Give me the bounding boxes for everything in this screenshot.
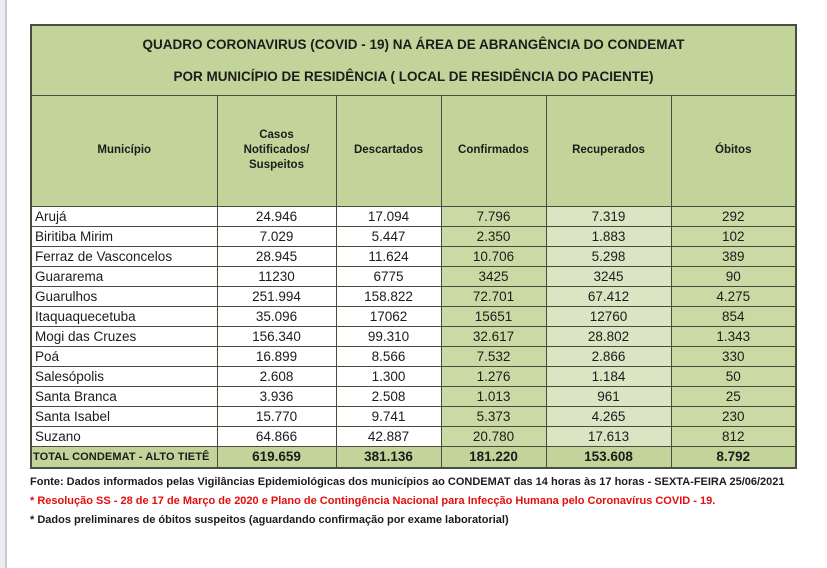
title-row — [31, 25, 796, 95]
municipality-cell: Santa Branca — [31, 386, 217, 406]
table-title — [31, 25, 796, 95]
condemat-covid-table — [30, 24, 797, 469]
confirmed-cell: 15651 — [441, 306, 546, 326]
recovered-cell: 5.298 — [546, 246, 671, 266]
notified-cases-cell: 156.340 — [217, 326, 336, 346]
municipality-cell: Guarulhos — [31, 286, 217, 306]
table-row — [31, 406, 796, 426]
deaths-cell: 330 — [671, 346, 796, 366]
municipality-cell: Santa Isabel — [31, 406, 217, 426]
discarded-cell: 99.310 — [336, 326, 441, 346]
discarded-cell: 17.094 — [336, 206, 441, 226]
total-label: TOTAL CONDEMAT - ALTO TIETÊ — [31, 446, 217, 468]
table-row — [31, 246, 796, 266]
notified-cases-cell: 64.866 — [217, 426, 336, 446]
recovered-cell: 1.184 — [546, 366, 671, 386]
col-header-municipio: Município — [31, 95, 217, 206]
recovered-cell: 28.802 — [546, 326, 671, 346]
confirmed-cell: 1.276 — [441, 366, 546, 386]
col-header-descartados: Descartados — [336, 95, 441, 206]
confirmed-cell: 72.701 — [441, 286, 546, 306]
notified-cases-cell: 15.770 — [217, 406, 336, 426]
table-row — [31, 206, 796, 226]
confirmed-cell: 20.780 — [441, 426, 546, 446]
deaths-cell: 90 — [671, 266, 796, 286]
deaths-cell: 812 — [671, 426, 796, 446]
discarded-cell: 8.566 — [336, 346, 441, 366]
total-recuperados-cell: 153.608 — [546, 446, 671, 468]
total-notificados-cell: 619.659 — [217, 446, 336, 468]
municipality-cell: Itaquaquecetuba — [31, 306, 217, 326]
footnotes — [30, 476, 795, 527]
covid-table-document — [30, 24, 795, 533]
discarded-cell: 5.447 — [336, 226, 441, 246]
confirmed-cell: 2.350 — [441, 226, 546, 246]
col-header-notificados: Casos Notificados/ Suspeitos — [217, 95, 336, 206]
recovered-cell: 2.866 — [546, 346, 671, 366]
recovered-cell: 7.319 — [546, 206, 671, 226]
discarded-cell: 2.508 — [336, 386, 441, 406]
deaths-cell: 1.343 — [671, 326, 796, 346]
municipality-cell: Guararema — [31, 266, 217, 286]
notified-cases-cell: 35.096 — [217, 306, 336, 326]
discarded-cell: 17062 — [336, 306, 441, 326]
municipality-cell: Ferraz de Vasconcelos — [31, 246, 217, 266]
table-row — [31, 426, 796, 446]
recovered-cell: 67.412 — [546, 286, 671, 306]
footnote-resolution: * Resolução SS - 28 de 17 de Março de 2020 e Plano de Contingência Nacional para Infecção Humana pelo Coronavírus COVID - 19. — [30, 495, 716, 507]
discarded-cell: 1.300 — [336, 366, 441, 386]
deaths-cell: 389 — [671, 246, 796, 266]
notified-cases-cell: 7.029 — [217, 226, 336, 246]
footnote-preliminary: * Dados preliminares de óbitos suspeitos (aguardando confirmação por exame laboratorial) — [30, 514, 509, 526]
recovered-cell: 4.265 — [546, 406, 671, 426]
total-row — [31, 446, 796, 468]
table-body — [31, 206, 796, 446]
table-row — [31, 366, 796, 386]
discarded-cell: 6775 — [336, 266, 441, 286]
notified-cases-cell: 24.946 — [217, 206, 336, 226]
municipality-cell: Suzano — [31, 426, 217, 446]
recovered-cell: 12760 — [546, 306, 671, 326]
deaths-cell: 292 — [671, 206, 796, 226]
recovered-cell: 1.883 — [546, 226, 671, 246]
confirmed-cell: 1.013 — [441, 386, 546, 406]
municipality-cell: Biritiba Mirim — [31, 226, 217, 246]
deaths-cell: 102 — [671, 226, 796, 246]
table-row — [31, 346, 796, 366]
municipality-cell: Salesópolis — [31, 366, 217, 386]
notified-cases-cell: 2.608 — [217, 366, 336, 386]
notified-cases-cell: 251.994 — [217, 286, 336, 306]
confirmed-cell: 3425 — [441, 266, 546, 286]
deaths-cell: 50 — [671, 366, 796, 386]
recovered-cell: 961 — [546, 386, 671, 406]
table-row — [31, 386, 796, 406]
discarded-cell: 42.887 — [336, 426, 441, 446]
table-row — [31, 326, 796, 346]
col-header-confirmados: Confirmados — [441, 95, 546, 206]
table-row — [31, 306, 796, 326]
deaths-cell: 230 — [671, 406, 796, 426]
confirmed-cell: 7.532 — [441, 346, 546, 366]
discarded-cell: 11.624 — [336, 246, 441, 266]
total-confirmados-cell: 181.220 — [441, 446, 546, 468]
confirmed-cell: 7.796 — [441, 206, 546, 226]
table-row — [31, 286, 796, 306]
confirmed-cell: 32.617 — [441, 326, 546, 346]
discarded-cell: 158.822 — [336, 286, 441, 306]
notified-cases-cell: 3.936 — [217, 386, 336, 406]
discarded-cell: 9.741 — [336, 406, 441, 426]
recovered-cell: 3245 — [546, 266, 671, 286]
col-header-obitos: Óbitos — [671, 95, 796, 206]
table-row — [31, 266, 796, 286]
column-header-row — [31, 95, 796, 206]
municipality-cell: Mogi das Cruzes — [31, 326, 217, 346]
confirmed-cell: 10.706 — [441, 246, 546, 266]
table-title-line1: QUADRO CORONAVIRUS (COVID - 19) NA ÁREA DE ABRANGÊNCIA DO CONDEMAT — [142, 36, 685, 52]
deaths-cell: 854 — [671, 306, 796, 326]
footnote-source: Fonte: Dados informados pelas Vigilâncias Epidemiológicas dos municípios ao CONDEMAT das 14 horas às 17 horas - SEXTA-FEIRA 25/06/2021 — [30, 476, 785, 488]
deaths-cell: 25 — [671, 386, 796, 406]
table-title-line2: POR MUNICÍPIO DE RESIDÊNCIA ( LOCAL DE RESIDÊNCIA DO PACIENTE) — [173, 68, 654, 84]
page-edge-strip — [0, 0, 7, 568]
notified-cases-cell: 11230 — [217, 266, 336, 286]
deaths-cell: 4.275 — [671, 286, 796, 306]
municipality-cell: Arujá — [31, 206, 217, 226]
total-descartados-cell: 381.136 — [336, 446, 441, 468]
total-obitos-cell: 8.792 — [671, 446, 796, 468]
recovered-cell: 17.613 — [546, 426, 671, 446]
notified-cases-cell: 16.899 — [217, 346, 336, 366]
confirmed-cell: 5.373 — [441, 406, 546, 426]
notified-cases-cell: 28.945 — [217, 246, 336, 266]
municipality-cell: Poá — [31, 346, 217, 366]
table-row — [31, 226, 796, 246]
col-header-recuperados: Recuperados — [546, 95, 671, 206]
